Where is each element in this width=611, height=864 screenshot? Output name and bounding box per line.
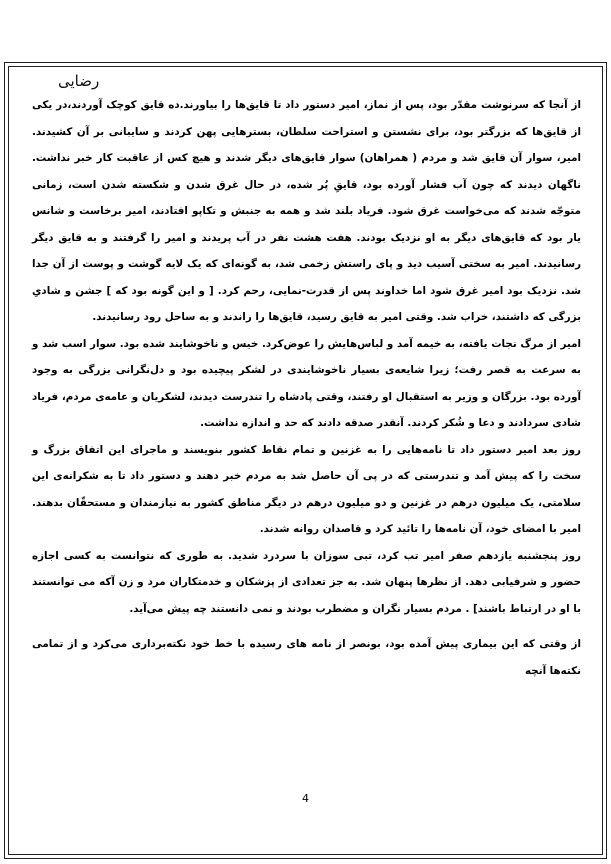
paragraph-fever: روز پنجشنبه یازدهم صفر امیر تب کرد، تبی سوزان با سردرد شدید. به طوری که نتوانست به کسی اجازه حضور و شرفیابی دهد. از نظرها پنهان شد. به جز تعدادی از پزشکان و خدمتکاران مرد و زن آکه می توانستند با او در ارتباط باشند] . مردم بسیار نگران و مضطرب بودند و نمی دانستند چه پیش می‌آید. [32,549,581,615]
paragraph-letters-sent: روز بعد امیر دستور داد تا نامه‌هایی را به غزنین و تمام نقاط کشور بنویسند و ماجرای این اتفاق بزرگ و سخت را که پیش آمد و تندرستی که در پی آن حاصل شد به مردم خبر دهند و دستور داد تا به شکرانه‌ی این سلامتی، یک میلیون درهم در غزنین و دو میلیون درهم در دیگر مناطق کشور به نیازمندان و مستحقّان بدهند. امیر با امضای خود، آن نامه‌ها را تائید کرد و قاصدان روانه شدند. [32,443,581,535]
header-author-name: رضایی [58,72,100,90]
document-body [32,92,581,684]
page-number: 4 [302,792,309,805]
paragraph-return-to-palace: امیر از مرگ نجات یافته، به خیمه آمد و لباس‌هایش را عوض‌کرد. خیس و ناخوشایند شده بود. سوار اسب شد و به سرعت به قصر رفت؛ زیرا شایعه‌ی بسیار ناخوشایندی در لشکر پیچیده بود و دل‌نگرانی بزرگی به وجود آورده بود. بزرگان و وزیر به استقبال او رفتند، وقتی پادشاه را تندرست دیدند، لشکریان و عامه‌ی مردم، فریاد شادی سردادند و دعا و شُکر کردند. آنقدر صدقه دادند که حد و اندازه نداشت. [32,337,581,429]
paragraph-boat-accident: از آنجا که سرنوشت مقدّر بود، پس از نماز، امیر دستور داد تا قایق‌ها را بیاورند.ده قایق کوچک آوردند،در یکی از قایق‌ها که بزرگتر بود، برای نشستن و استراحت سلطان، بسترهایی پهن کردند و سایبانی بر آن کشیدند. امیر، سوار آن قایق شد و مردم ( همراهان) سوار قایق‌های دیگر شدند و هیچ کس از عاقبت کار خبر نداشت. ناگهان دیدند که چون آب فشار آورده بود، قایقِ پُر شده، در حال غرق شدن و شکسته شدن است، زمانی متوجّه شدند که می‌خواست غرق شود. فریاد بلند شد و همه به جنبش و تکاپو افتادند، امیر برخاست و شانس یار بود که قایق‌های دیگر به او نزدیک بودند. هفت هشت نفر در آب پریدند و امیر را گرفتند و به قایق دیگر رسانیدند. امیر به سختی آسیب دید و پای راستش زخمی شد، به گونه‌ای که یک لایه گوشت و پوست از آن جدا شد. نزدیک بود امیر غرق شود اما خداوند پس از قدرت-نمایی، رحم کرد. [ و این گونه بود که ] جشن و شادیِ بزرگی که داشتند، خراب شد. وقتی امیر به قایق رسید، قایق‌ها را راندند و به ساحل رود رسانیدند. [32,99,581,323]
paragraph-bunasr-notes: از وقتی که این بیماری پیش آمده بود، بونصر از نامه های رسیده با خط خود نکته‌برداری می‌کرد و از تمامی نکته‌ها آنچه [32,638,581,677]
